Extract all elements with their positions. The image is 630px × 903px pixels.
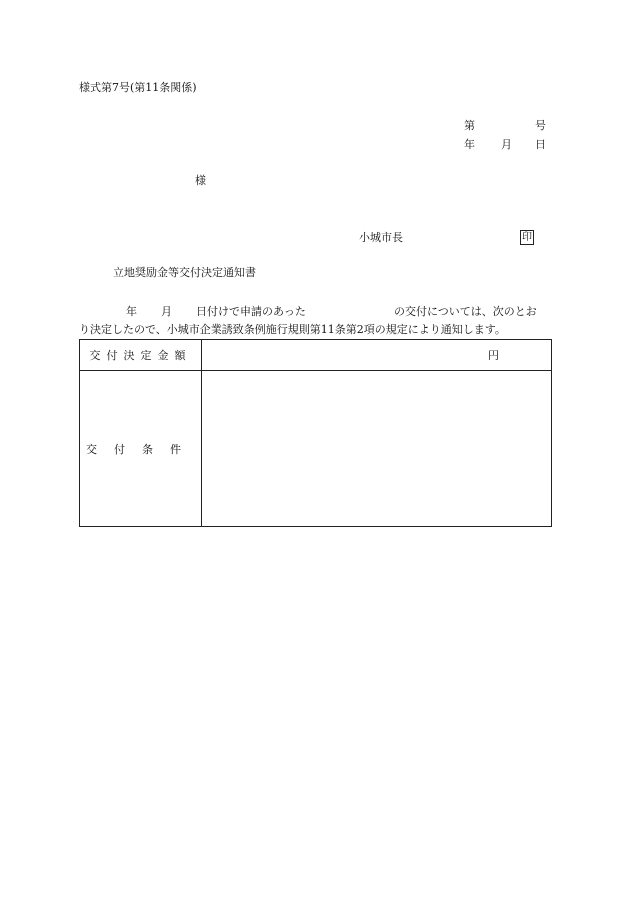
conditions-char: 付 (114, 442, 125, 456)
document-date (464, 138, 546, 152)
body-line-2: り決定したので、小城市企業誘致条例施行規則第11条第2項の規定により通知します。 (79, 323, 506, 336)
form-number: 様式第7号(第11条関係) (79, 81, 197, 94)
date-month: 月 (501, 138, 512, 151)
conditions-char: 条 (142, 442, 153, 456)
document-title: 立地奨励金等交付決定通知書 (113, 266, 256, 279)
body-grant-text: の交付については、次のとお (394, 305, 537, 318)
issuer-name: 小城市長 (359, 231, 403, 244)
body-line-1 (79, 305, 550, 319)
grant-table (79, 339, 552, 527)
body-month: 月 (161, 305, 172, 318)
document-number (464, 119, 546, 133)
addressee-suffix: 様 (195, 174, 206, 187)
conditions-char: 件 (170, 442, 181, 456)
document-number-suffix: 号 (535, 119, 546, 132)
document-number-prefix: 第 (464, 119, 475, 132)
table-row-conditions (80, 371, 552, 527)
conditions-char: 交 (86, 442, 97, 456)
conditions-label (80, 371, 202, 527)
date-day: 日 (535, 138, 546, 151)
body-applied-text: 日付けで申請のあった (196, 305, 306, 318)
seal-mark: 印 (522, 232, 532, 243)
amount-label: 交付決定金額 (80, 340, 202, 371)
amount-value-cell[interactable] (202, 340, 552, 371)
amount-unit: 円 (488, 349, 499, 362)
body-year: 年 (126, 305, 137, 318)
conditions-value-cell[interactable] (202, 371, 552, 527)
date-year: 年 (464, 138, 475, 151)
table-row-amount (80, 340, 552, 371)
